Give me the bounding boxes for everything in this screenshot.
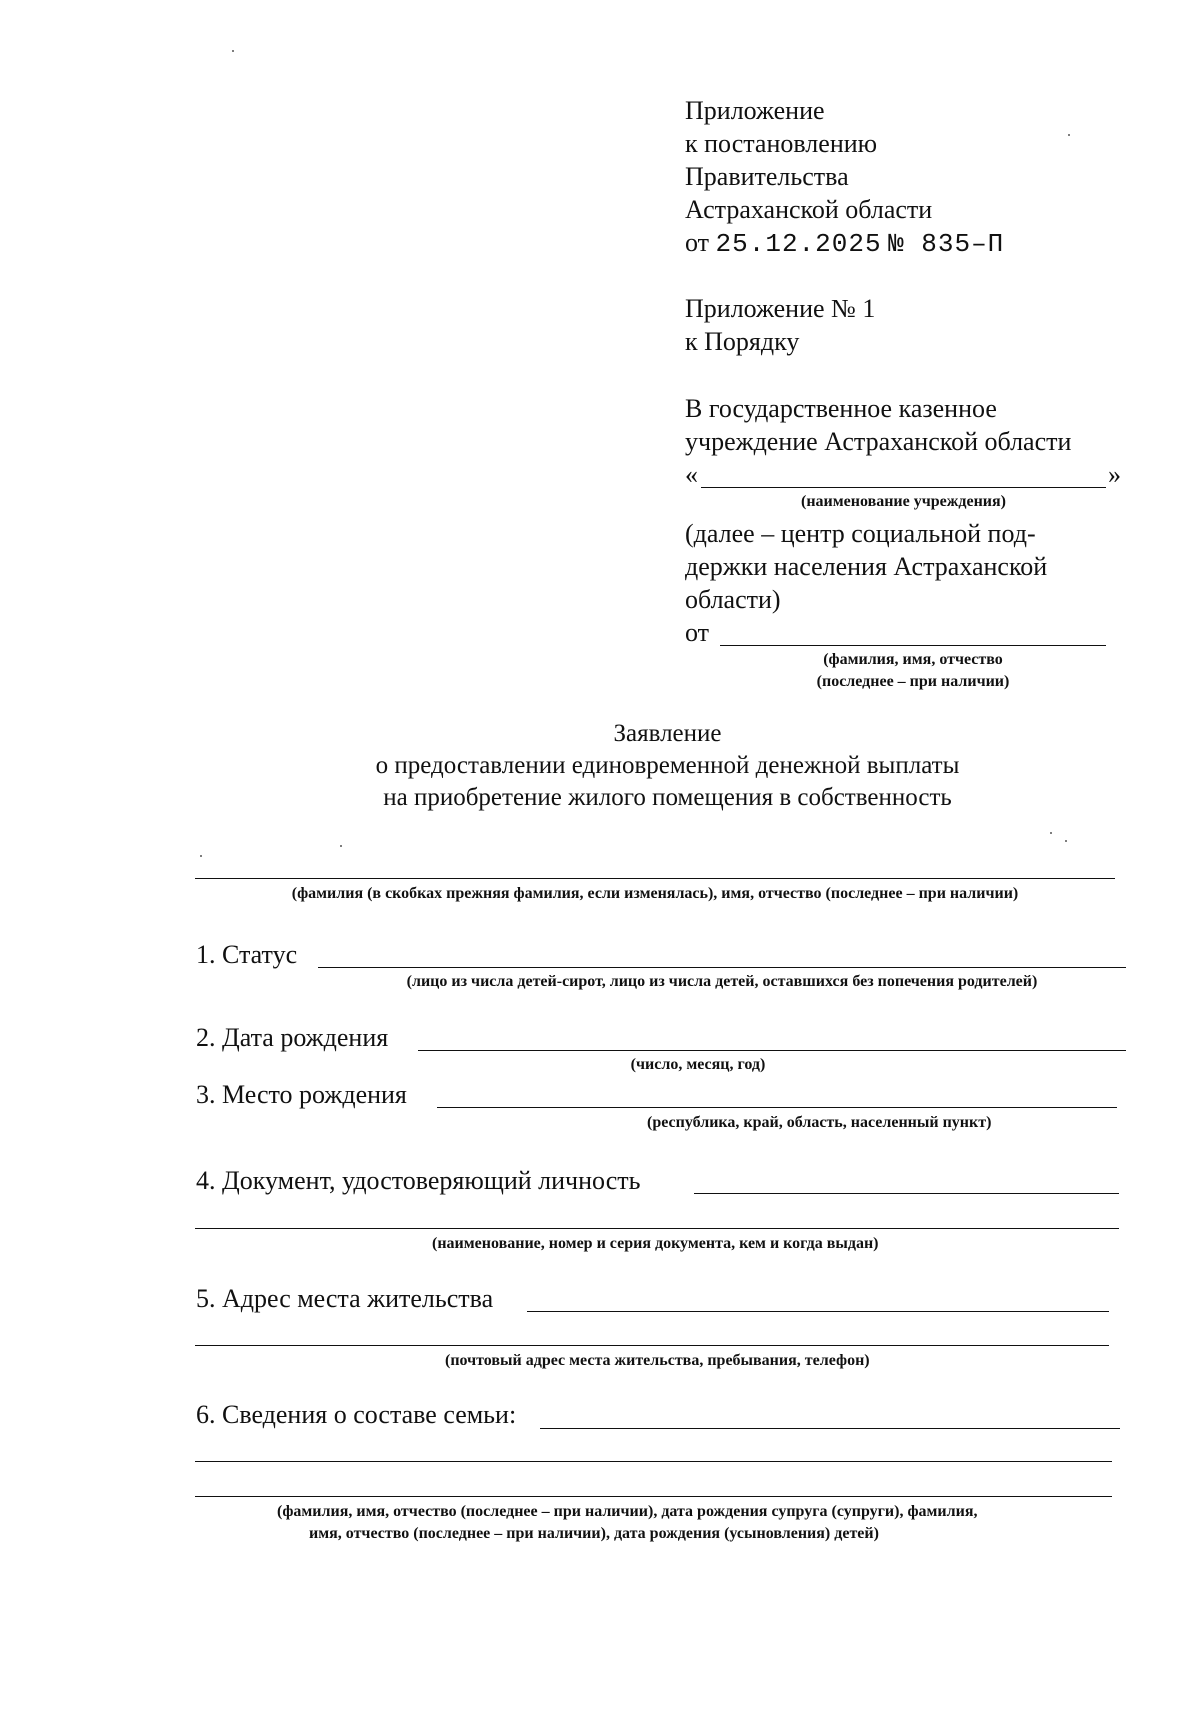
- title-line-2: о предоставлении единовременной денежной выплаты: [375, 752, 960, 779]
- government-label: Правительства: [685, 162, 849, 191]
- quote-close: »: [1108, 460, 1121, 489]
- address-field-1[interactable]: [527, 1311, 1109, 1312]
- birthdate-label: 2. Дата рождения: [196, 1023, 389, 1052]
- family-field-2[interactable]: [195, 1461, 1112, 1462]
- id-document-field-1[interactable]: [694, 1193, 1119, 1194]
- family-field-3[interactable]: [195, 1496, 1112, 1497]
- from-caption-1: (фамилия, имя, отчество: [823, 651, 1003, 668]
- birthdate-caption: (число, месяц, год): [630, 1056, 766, 1073]
- addressee-line-5: области): [685, 585, 781, 614]
- status-field[interactable]: [318, 967, 1126, 968]
- id-document-caption: (наименование, номер и серия документа, кем и когда выдан): [432, 1235, 879, 1252]
- id-document-field-2[interactable]: [195, 1228, 1119, 1229]
- quote-open: «: [685, 460, 698, 489]
- addressee-line-1: В государственное казенное: [685, 394, 997, 423]
- from-name-field[interactable]: [720, 645, 1106, 646]
- scan-speck: [232, 50, 234, 52]
- date-prefix: от: [685, 228, 710, 257]
- addressee-line-2: учреждение Астраханской области: [685, 427, 1072, 456]
- addressee-continuation: [685, 517, 1047, 616]
- addressee-block: [685, 392, 1071, 458]
- appendix-label: Приложение: [685, 96, 825, 125]
- status-label: 1. Статус: [196, 940, 298, 969]
- birthplace-label: 3. Место рождения: [196, 1080, 407, 1109]
- family-label: 6. Сведения о составе семьи:: [196, 1400, 517, 1429]
- title-line-1: Заявление: [613, 720, 722, 747]
- to-order-label: к Порядку: [685, 327, 800, 356]
- institution-caption: (наименование учреждения): [800, 493, 1006, 510]
- birthplace-caption: (республика, край, область, населенный пункт): [647, 1114, 992, 1131]
- applicant-caption: (фамилия (в скобках прежняя фамилия, если изменялась), имя, отчество (последнее – при наличии): [291, 885, 1019, 902]
- institution-name-field[interactable]: [701, 487, 1106, 488]
- from-label: от: [685, 618, 710, 647]
- scan-speck: [1050, 832, 1052, 834]
- from-caption-2: (последнее – при наличии): [816, 673, 1010, 690]
- family-caption-2: имя, отчество (последнее – при наличии), дата рождения (усыновления) детей): [309, 1525, 879, 1542]
- addressee-line-3: (далее – центр социальной под-: [685, 519, 1036, 548]
- appendix-1-label: Приложение № 1: [685, 294, 876, 323]
- document-title: [200, 718, 1135, 814]
- resolution-date-line: [685, 226, 1004, 261]
- title-line-3: на приобретение жилого помещения в собственность: [383, 784, 952, 811]
- address-label: 5. Адрес места жительства: [196, 1284, 494, 1313]
- scan-speck: [1065, 840, 1067, 842]
- status-caption: (лицо из числа детей-сирот, лицо из числа детей, оставшихся без попечения родителей): [406, 973, 1038, 990]
- id-document-label: 4. Документ, удостоверяющий личность: [196, 1166, 641, 1195]
- region-label: Астраханской области: [685, 195, 933, 224]
- scan-speck: [200, 855, 202, 857]
- family-field-1[interactable]: [540, 1428, 1120, 1429]
- family-caption-1: (фамилия, имя, отчество (последнее – при наличии), дата рождения супруга (супруги), фамилия,: [277, 1503, 978, 1520]
- appendix-header: [685, 94, 1004, 261]
- birthplace-field[interactable]: [437, 1107, 1117, 1108]
- resolution-date: 25.12.2025: [715, 229, 882, 259]
- applicant-name-field[interactable]: [195, 878, 1115, 879]
- resolution-number: № 835–П: [888, 229, 1005, 259]
- appendix-1-header: [685, 292, 875, 358]
- birthdate-field[interactable]: [418, 1050, 1126, 1051]
- scan-speck: [1068, 134, 1070, 136]
- address-caption: (почтовый адрес места жительства, пребывания, телефон): [445, 1352, 870, 1369]
- scan-speck: [340, 845, 342, 847]
- to-resolution-label: к постановлению: [685, 129, 878, 158]
- addressee-line-4: держки населения Астраханской: [685, 552, 1048, 581]
- address-field-2[interactable]: [195, 1345, 1109, 1346]
